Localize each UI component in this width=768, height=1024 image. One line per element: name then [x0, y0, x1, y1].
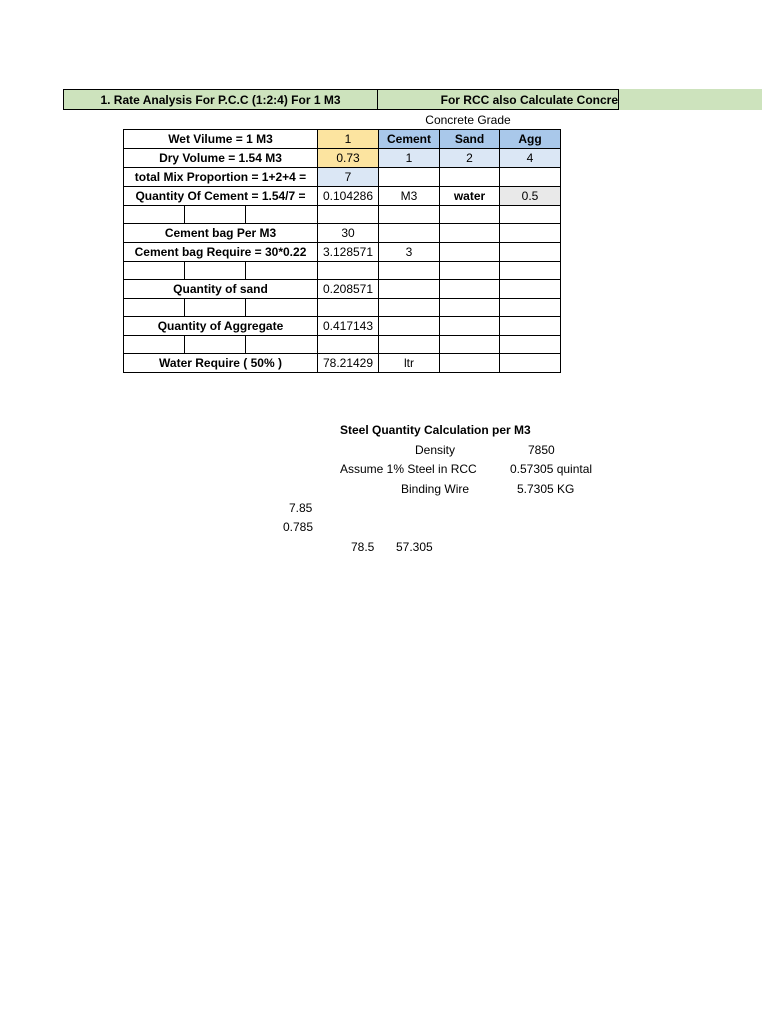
water-ratio-value[interactable]: 0.5	[500, 187, 561, 206]
empty-cell[interactable]	[500, 317, 561, 336]
binding-wire-value[interactable]: 5.7305 KG	[517, 482, 575, 496]
empty-cell[interactable]	[500, 299, 561, 317]
cement-bag-rounded[interactable]: 3	[379, 243, 440, 262]
aggregate-quantity-value[interactable]: 0.417143	[318, 317, 379, 336]
empty-cell[interactable]	[440, 317, 500, 336]
empty-cell[interactable]	[500, 243, 561, 262]
rate-analysis-title-text: 1. Rate Analysis For P.C.C (1:2:4) For 1 M3	[100, 92, 341, 107]
dry-volume-label: Dry Volume = 1.54 M3	[124, 149, 318, 168]
cement-quantity-label: Quantity Of Cement = 1.54/7 =	[124, 187, 318, 206]
sand-quantity-value[interactable]: 0.208571	[318, 280, 379, 299]
empty-cell[interactable]	[440, 224, 500, 243]
empty-cell[interactable]	[440, 206, 500, 224]
sand-header: Sand	[440, 130, 500, 149]
empty-cell[interactable]	[379, 317, 440, 336]
empty-cell[interactable]	[440, 280, 500, 299]
empty-cell[interactable]	[124, 206, 185, 224]
cement-bag-per-m3-value[interactable]: 30	[318, 224, 379, 243]
empty-cell[interactable]	[500, 262, 561, 280]
cement-header: Cement	[379, 130, 440, 149]
cement-proportion[interactable]: 1	[379, 149, 440, 168]
concrete-grade-label: Concrete Grade	[425, 113, 511, 127]
cement-bag-per-m3-label: Cement bag Per M3	[124, 224, 318, 243]
empty-cell[interactable]	[440, 262, 500, 280]
empty-cell[interactable]	[318, 299, 379, 317]
table-row	[124, 130, 561, 149]
steel-section-title: Steel Quantity Calculation per M3	[340, 423, 531, 437]
table-row	[124, 243, 561, 262]
water-require-unit[interactable]: ltr	[379, 354, 440, 373]
empty-cell[interactable]	[440, 168, 500, 187]
agg-proportion[interactable]: 4	[500, 149, 561, 168]
empty-cell[interactable]	[379, 224, 440, 243]
empty-cell[interactable]	[440, 354, 500, 373]
empty-cell[interactable]	[379, 336, 440, 354]
banner-extension	[619, 89, 762, 110]
rate-analysis-table	[123, 129, 561, 373]
empty-cell[interactable]	[185, 299, 246, 317]
mix-proportion-value[interactable]: 7	[318, 168, 379, 187]
empty-cell[interactable]	[500, 354, 561, 373]
table-row	[124, 187, 561, 206]
table-row	[124, 354, 561, 373]
empty-cell[interactable]	[124, 262, 185, 280]
water-label: water	[440, 187, 500, 206]
density-label: Density	[415, 443, 456, 457]
sand-quantity-label: Quantity of sand	[124, 280, 318, 299]
empty-cell[interactable]	[246, 336, 318, 354]
table-row	[124, 317, 561, 336]
empty-cell[interactable]	[318, 262, 379, 280]
dry-volume-value[interactable]: 0.73	[318, 149, 379, 168]
binding-wire-label: Binding Wire	[401, 482, 470, 496]
empty-cell[interactable]	[379, 299, 440, 317]
empty-cell[interactable]	[440, 299, 500, 317]
water-require-label: Water Require ( 50% )	[124, 354, 318, 373]
empty-cell[interactable]	[379, 262, 440, 280]
empty-cell[interactable]	[500, 280, 561, 299]
rcc-note-text: For RCC also Calculate Concre	[440, 92, 618, 107]
empty-cell[interactable]	[185, 262, 246, 280]
mix-proportion-label: total Mix Proportion = 1+2+4 =	[124, 168, 318, 187]
empty-cell[interactable]	[500, 336, 561, 354]
steel-percent-value[interactable]: 0.57305 quintal	[510, 462, 593, 476]
calc-value[interactable]: 57.305	[396, 540, 433, 554]
empty-cell[interactable]	[379, 206, 440, 224]
rate-analysis-title	[63, 89, 378, 110]
aggregate-quantity-label: Quantity of Aggregate	[124, 317, 318, 336]
density-value[interactable]: 7850	[528, 443, 555, 457]
empty-cell[interactable]	[318, 206, 379, 224]
empty-cell[interactable]	[500, 224, 561, 243]
empty-cell[interactable]	[318, 336, 379, 354]
empty-cell[interactable]	[379, 280, 440, 299]
table-row	[124, 168, 561, 187]
steel-percent-label: Assume 1% Steel in RCC	[340, 462, 477, 476]
table-row	[124, 206, 561, 224]
table-row	[124, 336, 561, 354]
table-row	[124, 262, 561, 280]
empty-cell[interactable]	[246, 206, 318, 224]
empty-cell[interactable]	[124, 336, 185, 354]
calc-value[interactable]: 7.85	[289, 501, 313, 515]
table-row	[124, 149, 561, 168]
cement-quantity-unit[interactable]: M3	[379, 187, 440, 206]
empty-cell[interactable]	[440, 243, 500, 262]
cement-bag-require-value[interactable]: 3.128571	[318, 243, 379, 262]
empty-cell[interactable]	[500, 168, 561, 187]
cement-quantity-value[interactable]: 0.104286	[318, 187, 379, 206]
sand-proportion[interactable]: 2	[440, 149, 500, 168]
calc-value[interactable]: 0.785	[283, 520, 314, 534]
empty-cell[interactable]	[185, 336, 246, 354]
empty-cell[interactable]	[500, 206, 561, 224]
table-row	[124, 299, 561, 317]
rcc-note-banner	[378, 89, 619, 110]
empty-cell[interactable]	[124, 299, 185, 317]
cement-bag-require-label: Cement bag Require = 30*0.22	[124, 243, 318, 262]
calc-value[interactable]: 78.5	[351, 540, 375, 554]
empty-cell[interactable]	[246, 262, 318, 280]
empty-cell[interactable]	[379, 168, 440, 187]
water-require-value[interactable]: 78.21429	[318, 354, 379, 373]
wet-volume-value[interactable]: 1	[318, 130, 379, 149]
agg-header: Agg	[500, 130, 561, 149]
table-row	[124, 280, 561, 299]
empty-cell[interactable]	[440, 336, 500, 354]
table-row	[124, 224, 561, 243]
empty-cell[interactable]	[246, 299, 318, 317]
wet-volume-label: Wet Vilume = 1 M3	[124, 130, 318, 149]
empty-cell[interactable]	[185, 206, 246, 224]
